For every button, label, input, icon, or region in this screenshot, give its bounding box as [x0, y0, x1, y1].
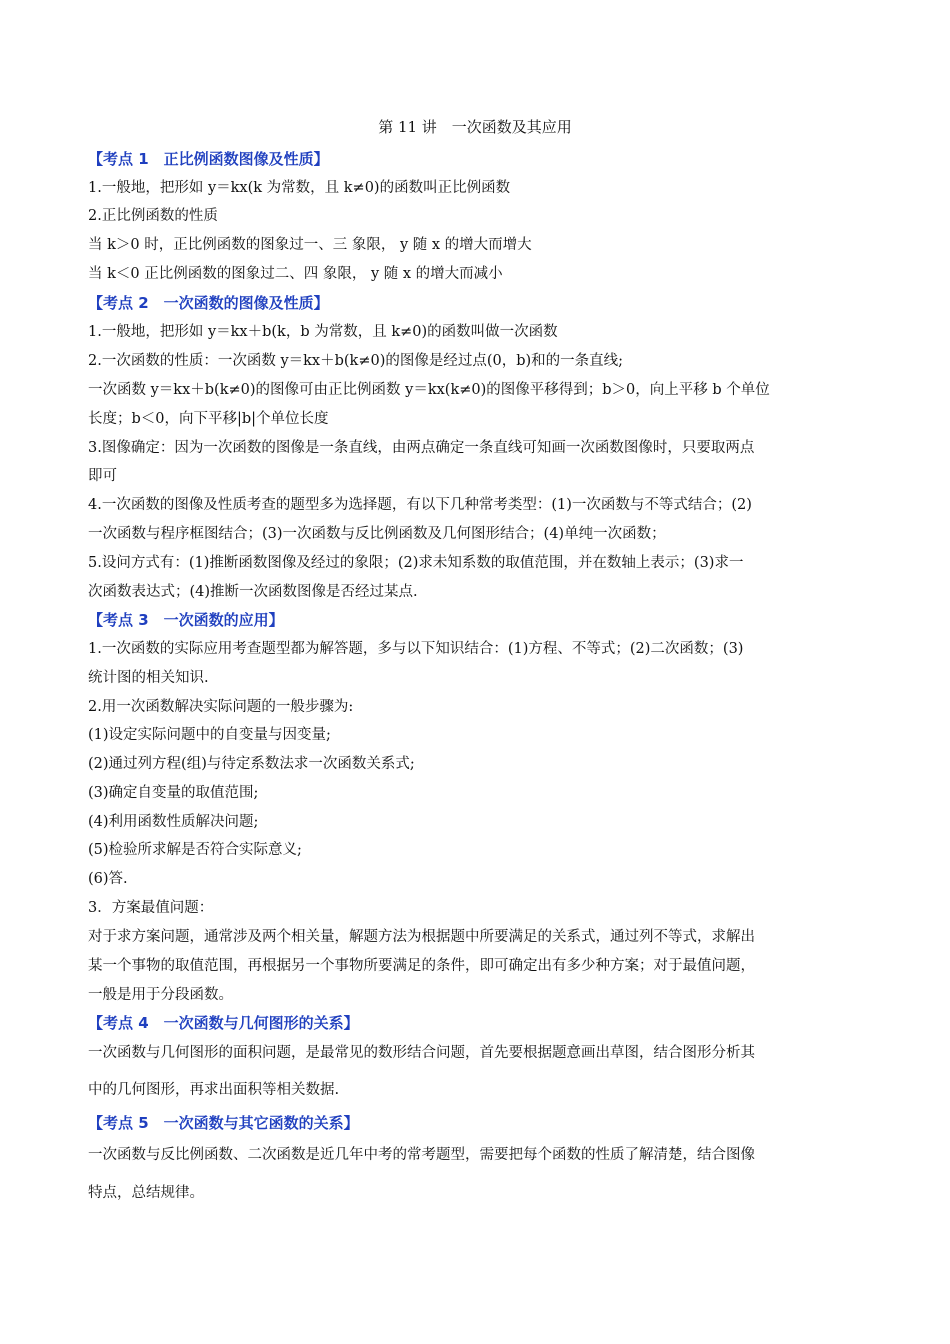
paragraph-line: 一次函数 y＝kx＋b(k≠0)的图像可由正比例函数 y＝kx(k≠0)的图像平移得到；b＞0，向上平移 b 个单位 [88, 382, 770, 398]
section-heading-2: 【考点 2 一次函数的图像及性质】 [88, 294, 329, 312]
paragraph-line: 长度；b＜0，向下平移|b|个单位长度 [88, 411, 329, 427]
paragraph-line: 一般是用于分段函数。 [88, 987, 233, 1003]
section-heading-5: 【考点 5 一次函数与其它函数的关系】 [88, 1114, 359, 1132]
paragraph-line: (6)答. [88, 871, 128, 887]
paragraph-line: 对于求方案问题，通常涉及两个相关量，解题方法为根据题中所要满足的关系式，通过列不等式，求解出 [88, 929, 755, 945]
paragraph-line: 一次函数与程序框图结合；(3)一次函数与反比例函数及几何图形结合；(4)单纯一次函数； [88, 526, 666, 542]
paragraph-line: 统计图的相关知识. [88, 670, 209, 686]
paragraph-line: (4)利用函数性质解决问题; [88, 814, 259, 830]
paragraph-line: 某一个事物的取值范围，再根据另一个事物所要满足的条件，即可确定出有多少种方案；对于最值问题， [88, 958, 755, 974]
paragraph-line: 中的几何图形，再求出面积等相关数据. [88, 1082, 340, 1098]
paragraph-line: (3)确定自变量的取值范围; [88, 785, 259, 801]
lecture-title: 第 11 讲 一次函数及其应用 [378, 118, 572, 136]
paragraph-line: (1)设定实际问题中的自变量与因变量; [88, 727, 331, 743]
paragraph-line: 一次函数与几何图形的面积问题，是最常见的数形结合问题，首先要根据题意画出草图，结合图形分析其 [88, 1045, 755, 1061]
paragraph-line: 2.正比例函数的性质 [88, 208, 218, 224]
paragraph-line: 次函数表达式；(4)推断一次函数图像是否经过某点. [88, 584, 418, 600]
section-heading-3: 【考点 3 一次函数的应用】 [88, 611, 284, 629]
paragraph-line: 特点，总结规律。 [88, 1185, 204, 1201]
paragraph-line: 1.一般地，把形如 y＝kx(k 为常数，且 k≠0)的函数叫正比例函数 [88, 180, 511, 196]
paragraph-line: 当 k＞0 时，正比例函数的图象过一、三 象限， y 随 x 的增大而增大 [88, 237, 532, 253]
section-heading-1: 【考点 1 正比例函数图像及性质】 [88, 150, 329, 168]
paragraph-line: 2.一次函数的性质：一次函数 y＝kx＋b(k≠0)的图像是经过点(0，b)和的一条直线; [88, 353, 624, 369]
paragraph-line: 2.用一次函数解决实际问题的一般步骤为: [88, 699, 354, 715]
paragraph-line: 当 k＜0 正比例函数的图象过二、四 象限， y 随 x 的增大而减小 [88, 266, 503, 282]
paragraph-line: 3.图像确定：因为一次函数的图像是一条直线，由两点确定一条直线可知画一次函数图像时，只要取两点 [88, 440, 755, 456]
paragraph-line: 1.一般地，把形如 y＝kx＋b(k，b 为常数，且 k≠0)的函数叫做一次函数 [88, 324, 558, 340]
paragraph-line: (5)检验所求解是否符合实际意义; [88, 842, 302, 858]
paragraph-line: 即可 [88, 468, 117, 484]
paragraph-line: 1.一次函数的实际应用考查题型都为解答题，多与以下知识结合：(1)方程、不等式；(2)二次函数；(3) [88, 641, 744, 657]
paragraph-line: 3．方案最值问题： [88, 900, 214, 916]
paragraph-line: 5.设问方式有：(1)推断函数图像及经过的象限；(2)求未知系数的取值范围，并在数轴上表示；(3)求一 [88, 555, 744, 571]
paragraph-line: 4.一次函数的图像及性质考查的题型多为选择题，有以下几种常考类型：(1)一次函数与不等式结合；(2) [88, 497, 752, 513]
paragraph-line: 一次函数与反比例函数、二次函数是近几年中考的常考题型，需要把每个函数的性质了解清楚，结合图像 [88, 1147, 755, 1163]
paragraph-line: (2)通过列方程(组)与待定系数法求一次函数关系式; [88, 756, 415, 772]
section-heading-4: 【考点 4 一次函数与几何图形的关系】 [88, 1014, 359, 1032]
